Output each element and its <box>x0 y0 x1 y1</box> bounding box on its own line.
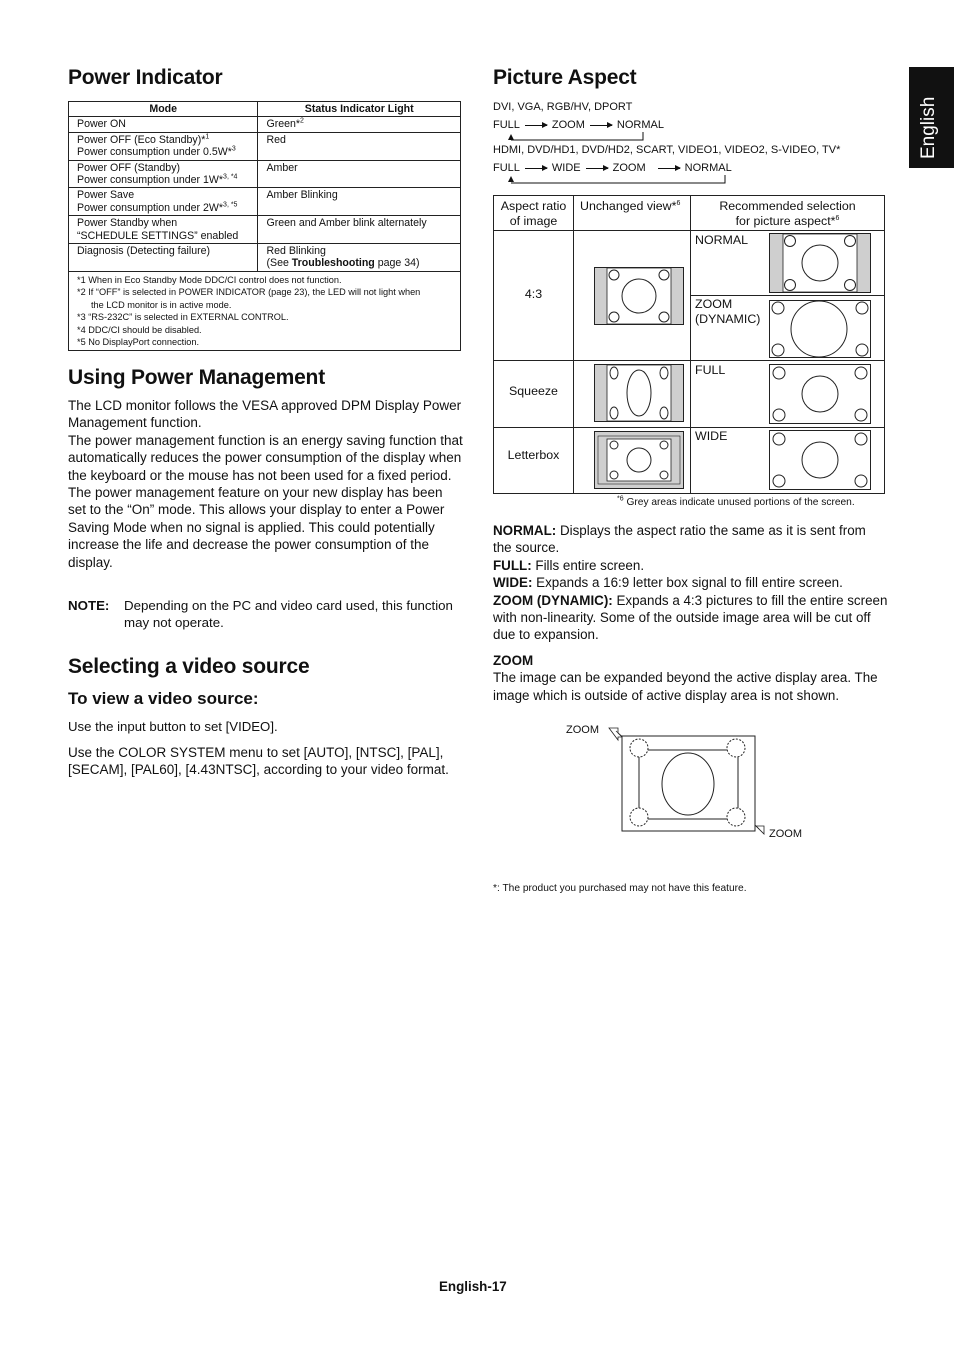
diagram-wide <box>769 430 871 490</box>
power-indicator-title: Power Indicator <box>68 66 223 89</box>
sequence2: FULL WIDE ZOOM NORMAL <box>493 162 732 174</box>
mode-cell: Power Standby when “SCHEDULE SETTINGS” enabled <box>69 216 258 244</box>
aspect-descriptions: NORMAL: Displays the aspect ratio the same as it is sent from the source. FULL: Fills entire screen. WIDE: Expands a 16:9 letter box signal to fill entire screen. ZOOM (DYNAMIC): Expands a 4:3 pictures to fill the entire screen with non-linearity. Some of the outside image area will be cut off due to expansion. <box>493 523 888 643</box>
mode-cell: Power Save Power consumption under 2W*$^{3, *5}$ <box>69 188 258 216</box>
power-indicator-table <box>68 101 461 351</box>
row-label-letterbox: Letterbox <box>507 448 560 462</box>
aspect-table <box>493 195 885 494</box>
picture-aspect-title: Picture Aspect <box>493 66 637 89</box>
label-wide: WIDE <box>695 429 728 443</box>
col-status-header: Status Indicator Light <box>258 102 461 117</box>
sequence1: FULL ZOOM NORMAL <box>493 119 664 131</box>
label-zoom-dynamic: ZOOM (DYNAMIC) <box>695 297 761 326</box>
table-row <box>69 244 461 272</box>
row-label-squeeze: Squeeze <box>509 384 558 398</box>
table-row <box>69 216 461 244</box>
mode-cell: Power ON <box>69 117 258 132</box>
diagram-full <box>769 364 871 424</box>
zoom-diagram <box>606 726 770 836</box>
diagram-zoom-dynamic <box>769 300 871 358</box>
sequence2-loop-arrow <box>493 173 733 187</box>
row-label-4-3: 4:3 <box>524 287 543 301</box>
language-tab <box>909 67 954 168</box>
note: NOTE: Depending on the PC and video card used, this function may not operate. <box>68 598 453 631</box>
mode-cell: Diagnosis (Detecting failure) <box>69 244 258 272</box>
table-row <box>69 160 461 188</box>
language-tab-label: English <box>918 96 939 159</box>
table-row <box>69 117 461 132</box>
status-cell: Amber <box>258 160 461 188</box>
power-management-title: Using Power Management <box>68 366 325 389</box>
video-source-subtitle: To view a video source: <box>68 689 259 708</box>
status-cell: Green*$^2$ <box>258 117 461 132</box>
header-aspect-ratio: Aspect ratio of image <box>500 199 567 228</box>
zoom-label-top: ZOOM <box>566 724 599 736</box>
mode-cell: Power OFF (Eco Standby)*$^1$ Power consumption under 0.5W*$^3$ <box>69 132 258 160</box>
video-source-title: Selecting a video source <box>68 655 310 678</box>
table-row <box>69 188 461 216</box>
sequence1-label: DVI, VGA, RGB/HV, DPORT <box>493 101 633 113</box>
diagram-unchanged-letterbox <box>594 431 684 489</box>
sequence2-label: HDMI, DVD/HD1, DVD/HD2, SCART, VIDEO1, VIDEO2, S-VIDEO, TV* <box>493 144 841 156</box>
mode-cell: Power OFF (Standby) Power consumption under 1W*$^{3, *4}$ <box>69 160 258 188</box>
col-mode-header: Mode <box>69 102 258 117</box>
status-cell: Red Blinking (See Troubleshooting page 34) <box>258 244 461 272</box>
video-source-step2: Use the COLOR SYSTEM menu to set [AUTO], [NTSC], [PAL], [SECAM], [PAL60], [4.43NTSC], according to your video format. <box>68 745 449 778</box>
diagram-unchanged-squeeze <box>594 364 684 422</box>
sequence1-loop-arrow <box>493 130 653 144</box>
status-cell: Red <box>258 132 461 160</box>
label-full: FULL <box>695 363 726 377</box>
diagram-normal <box>769 233 871 293</box>
label-normal: NORMAL <box>695 233 749 247</box>
header-unchanged: Unchanged view*$^6$ <box>580 199 681 213</box>
diagram-unchanged-4-3 <box>594 267 684 325</box>
zoom-label-bottom: ZOOM <box>769 828 802 840</box>
table-footnotes: *1 When in Eco Standby Mode DDC/CI control does not function. *2 If “OFF” is selected in POWER INDICATOR (page 23), the LED will not light when the LCD monitor is in active mode. *3 “RS-232C” is selected in EXTERNAL CONTROL. *4 DDC/CI should be disabled. *5 No DisplayPort connection. <box>69 271 461 350</box>
power-management-body: The LCD monitor follows the VESA approved DPM Display Power Management function. The power management function is an energy saving function that automatically reduces the power consumption of the display when the keyboard or the mouse has not been used for a fixed period. The power management feature on your new display has been set to the “On” mode. This allows your display to enter a Power Saving Mode when no signal is applied. This could potentially increase the life and decrease the power consumption of the display. <box>68 398 463 570</box>
page-number: English-17 <box>439 1279 507 1294</box>
video-source-step1: Use the input button to set [VIDEO]. <box>68 719 278 734</box>
aspect-table-footnote: $^{*6}$ Grey areas indicate unused portions of the screen. <box>617 495 855 508</box>
zoom-section: ZOOM The image can be expanded beyond the active display area. The image which is outside of active display area is not shown. <box>493 653 878 703</box>
status-cell: Amber Blinking <box>258 188 461 216</box>
header-recommended: Recommended selection for picture aspect*$^6$ <box>719 199 856 228</box>
table-row <box>69 132 461 160</box>
status-cell: Green and Amber blink alternately <box>258 216 461 244</box>
product-note: *: The product you purchased may not have this feature. <box>493 883 747 894</box>
